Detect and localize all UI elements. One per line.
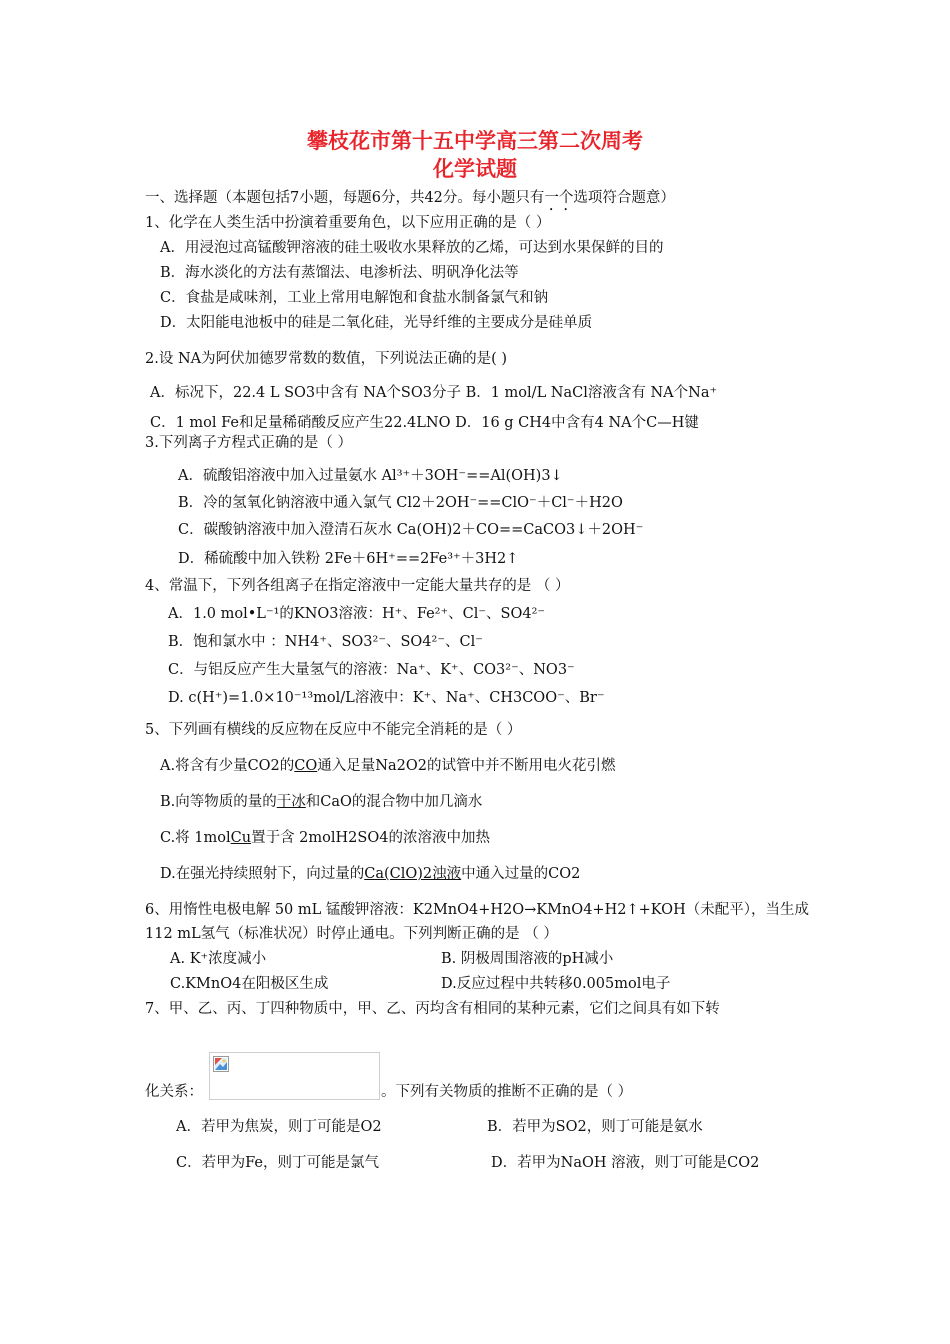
section-heading-emphasis: 一个 — [544, 190, 574, 206]
q6-option-d: D.反应过程中共转移0.005mol电子 — [441, 976, 671, 992]
q1-option-a: A．用浸泡过高锰酸钾溶液的硅土吸收水果释放的乙烯，可达到水果保鲜的目的 — [160, 240, 664, 256]
q6-option-a: A. K⁺浓度减小 — [170, 951, 267, 967]
q7-stem-label: 化关系： — [145, 1084, 203, 1100]
q5-c-text: C.将 1mol — [160, 830, 231, 846]
q2-options-cd: C．1 mol Fe和足量稀硝酸反应产生22.4LNO D．16 g CH4中含有4 NA个C—H键 — [150, 415, 699, 431]
q5-c-underlined: Cu — [230, 830, 252, 846]
q2-options-ab: A．标况下，22.4 L SO3中含有 NA个SO3分子 B．1 mol/L NaCl溶液含有 NA个Na⁺ — [150, 385, 718, 401]
q6-stem-line2: 112 mL氢气（标准状况）时停止通电。下列判断正确的是 （ ） — [145, 926, 558, 942]
q7-stem-line1: 7、甲、乙、丙、丁四种物质中，甲、乙、丙均含有相同的某种元素，它们之间具有如下转 — [145, 1001, 720, 1017]
exam-title: 攀枝花市第十五中学高三第二次周考 — [307, 128, 643, 153]
q4-stem: 4、常温下，下列各组离子在指定溶液中一定能大量共存的是 （ ） — [145, 578, 570, 594]
q3-option-c: C．碳酸钠溶液中加入澄清石灰水 Ca(OH)2＋CO==CaCO3↓＋2OH⁻ — [178, 522, 644, 538]
section-heading-text: 一、选择题（本题包括7小题，每题6分，共42分。每小题只有 — [145, 190, 545, 206]
q7-stem-line2: 。下列有关物质的推断不正确的是（ ） — [381, 1084, 633, 1100]
q4-option-b: B．饱和氯水中 ：NH4⁺、SO3²⁻、SO4²⁻、Cl⁻ — [168, 634, 483, 650]
q1-stem: 1、化学在人类生活中扮演着重要角色，以下应用正确的是（ ） — [145, 215, 551, 231]
q5-a-text: A.将含有少量CO2的 — [160, 758, 295, 774]
q3-stem: 3.下列离子方程式正确的是（ ） — [145, 435, 352, 451]
q3-option-d: D．稀硫酸中加入铁粉 2Fe＋6H⁺==2Fe³⁺＋3H2↑ — [178, 551, 519, 567]
q5-b-underlined: 干冰 — [276, 794, 306, 810]
broken-image-icon — [213, 1056, 229, 1072]
q5-option-a — [160, 757, 615, 775]
q1-option-b: B．海水淡化的方法有蒸馏法、电渗析法、明矾净化法等 — [160, 265, 519, 281]
q5-b-text: B.向等物质的量的 — [160, 794, 277, 810]
q7-option-b: B．若甲为SO2，则丁可能是氨水 — [487, 1119, 703, 1135]
q6-option-b: B. 阴极周围溶液的pH减小 — [441, 951, 614, 967]
q7-option-d: D．若甲为NaOH 溶液，则丁可能是CO2 — [491, 1155, 760, 1171]
q5-c-tail: 置于含 2molH2SO4的浓溶液中加热 — [251, 830, 490, 846]
q5-a-tail: 通入足量Na2O2的试管中并不断用电火花引燃 — [317, 758, 616, 774]
q7-option-a: A．若甲为焦炭，则丁可能是O2 — [176, 1119, 382, 1135]
q4-option-c: C．与铝反应产生大量氢气的溶液：Na⁺、K⁺、CO3²⁻、NO3⁻ — [168, 662, 575, 678]
q5-option-c — [160, 829, 490, 847]
q5-option-d — [160, 865, 580, 883]
q7-option-c: C．若甲为Fe，则丁可能是氯气 — [176, 1155, 379, 1171]
exam-subtitle: 化学试题 — [433, 156, 517, 181]
q6-stem-line1: 6、用惰性电极电解 50 mL 锰酸钾溶液：K2MnO4+H2O→KMnO4+H2↑+KOH（未配平），当生成 — [145, 902, 809, 918]
q5-d-underlined: Ca(ClO)2浊液 — [364, 866, 462, 882]
transformation-diagram-image — [209, 1052, 380, 1100]
section-heading — [145, 189, 675, 214]
q5-b-tail: 和CaO的混合物中加几滴水 — [305, 794, 483, 810]
q4-option-a: A．1.0 mol•L⁻¹的KNO3溶液：H⁺、Fe²⁺、Cl⁻、SO4²⁻ — [168, 606, 546, 622]
q1-option-d: D．太阳能电池板中的硅是二氧化硅，光导纤维的主要成分是硅单质 — [160, 315, 593, 331]
q4-option-d: D. c(H⁺)=1.0×10⁻¹³mol/L溶液中：K⁺、Na⁺、CH3COO⁻、Br⁻ — [168, 690, 605, 706]
q5-a-underlined: CO — [294, 758, 318, 774]
q3-option-b: B．冷的氢氧化钠溶液中通入氯气 Cl2＋2OH⁻==ClO⁻＋Cl⁻＋H2O — [178, 495, 623, 511]
q5-d-tail: 中通入过量的CO2 — [461, 866, 581, 882]
q5-d-text: D.在强光持续照射下，向过量的 — [160, 866, 365, 882]
q1-option-c: C．食盐是咸味剂，工业上常用电解饱和食盐水制备氯气和钠 — [160, 290, 549, 306]
q2-stem: 2.设 NA为阿伏加德罗常数的数值，下列说法正确的是( ) — [145, 351, 508, 367]
q3-option-a: A．硫酸铝溶液中加入过量氨水 Al³⁺＋3OH⁻==Al(OH)3↓ — [178, 468, 563, 484]
q5-option-b — [160, 793, 482, 811]
q6-option-c: C.KMnO4在阳极区生成 — [170, 976, 329, 992]
section-heading-tail: 选项符合题意） — [573, 190, 675, 206]
q5-stem: 5、下列画有横线的反应物在反应中不能完全消耗的是（ ） — [145, 722, 522, 738]
